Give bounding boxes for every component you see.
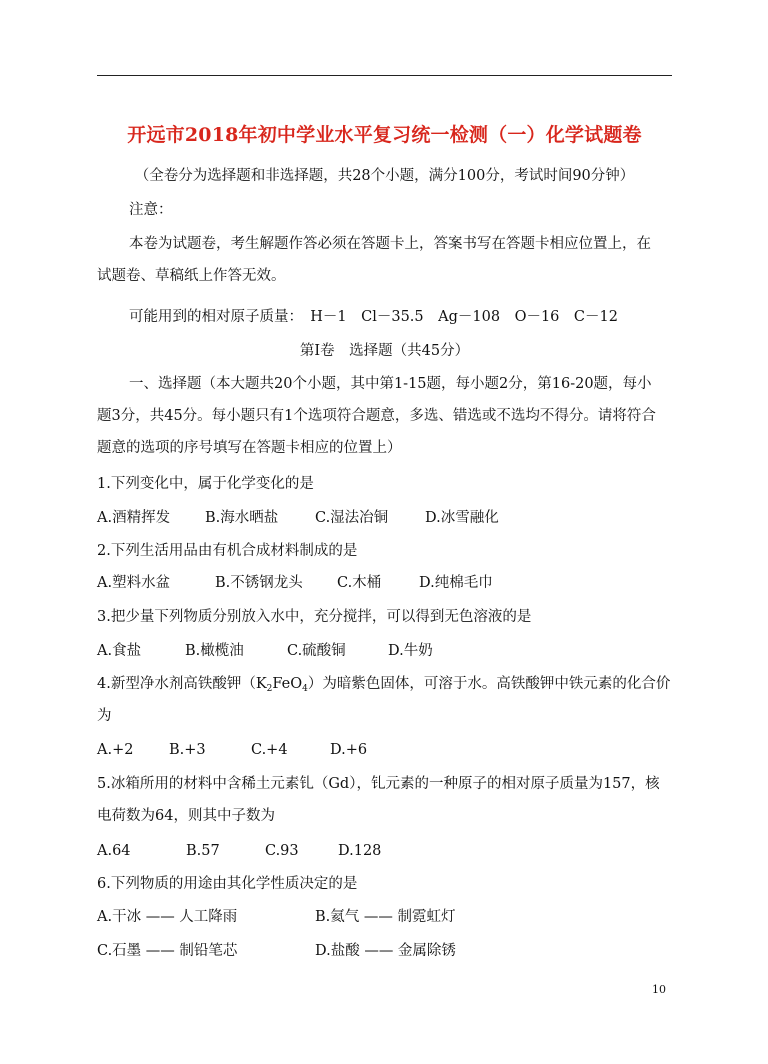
notice-line: 本卷为试题卷，考生解题作答必须在答题卡上，答案书写在答题卡相应位置上，在 bbox=[129, 236, 651, 252]
page-title: 开远市2018年初中学业水平复习统一检测（一）化学试题卷 bbox=[127, 124, 642, 146]
question-stem: 2.下列生活用品由有机合成材料制成的是 bbox=[97, 543, 358, 559]
option-d: D.纯棉毛巾 bbox=[419, 575, 493, 591]
option-b: B.海水晒盐 bbox=[205, 510, 279, 526]
option-a: A.+2 bbox=[97, 742, 134, 758]
option-b: B.氦气 —— 制霓虹灯 bbox=[315, 909, 456, 925]
instructions-line: 题意的选项的序号填写在答题卡相应的位置上） bbox=[97, 440, 402, 456]
option-b: B.57 bbox=[186, 843, 220, 859]
header-rule bbox=[97, 75, 672, 76]
option-d: D.128 bbox=[338, 843, 382, 859]
instructions-line: 一、选择题（本大题共20个小题，其中第1-15题，每小题2分，第16-20题，每小 bbox=[129, 376, 652, 392]
question-stem: 5.冰箱所用的材料中含稀土元素钆（Gd），钆元素的一种原子的相对原子质量为157，核 bbox=[97, 776, 660, 792]
instructions-line: 题3分，共45分。每小题只有1个选项符合题意，多选、错选或不选均不得分。请将符合 bbox=[97, 408, 656, 424]
notice-line: 试题卷、草稿纸上作答无效。 bbox=[97, 268, 286, 284]
question-stem: 3.把少量下列物质分别放入水中，充分搅拌，可以得到无色溶液的是 bbox=[97, 609, 532, 625]
section-title: 第Ⅰ卷 选择题（共45分） bbox=[299, 343, 470, 359]
atomic-masses: 可能用到的相对原子质量： H－1 Cl－35.5 Ag－108 O－16 C－12 bbox=[129, 309, 618, 325]
option-c: C.湿法冶铜 bbox=[315, 510, 389, 526]
option-d: D.+6 bbox=[330, 742, 368, 758]
option-d: D.牛奶 bbox=[388, 643, 433, 659]
option-c: C.石墨 —— 制铅笔芯 bbox=[97, 943, 238, 959]
option-b: B.不锈钢龙头 bbox=[215, 575, 303, 591]
option-c: C.硫酸铜 bbox=[287, 643, 346, 659]
option-a: A.食盐 bbox=[97, 643, 142, 659]
option-b: B.+3 bbox=[169, 742, 206, 758]
question-stem: 4.新型净水剂高铁酸钾$(K_2FeO_4)$为暗紫色固体，可溶于水。高铁酸钾中铁元素的化合价 bbox=[97, 676, 671, 694]
question-stem: 6.下列物质的用途由其化学性质决定的是 bbox=[97, 876, 358, 892]
option-d: D.盐酸 —— 金属除锈 bbox=[315, 943, 456, 959]
option-a: A.干冰 —— 人工降雨 bbox=[97, 909, 238, 925]
question-stem-continuation: 电荷数为64，则其中子数为 bbox=[97, 808, 275, 824]
question-stem-continuation: 为 bbox=[97, 708, 112, 724]
option-a: A.塑料水盆 bbox=[97, 575, 171, 591]
option-a: A.64 bbox=[97, 843, 131, 859]
option-a: A.酒精挥发 bbox=[97, 510, 171, 526]
page-number: 10 bbox=[652, 983, 666, 996]
option-b: B.橄榄油 bbox=[185, 643, 244, 659]
exam-subtitle: （全卷分为选择题和非选择题，共28个小题，满分100分，考试时间90分钟） bbox=[134, 168, 635, 184]
option-d: D.冰雪融化 bbox=[425, 510, 499, 526]
option-c: C.+4 bbox=[251, 742, 288, 758]
notice-label: 注意： bbox=[129, 202, 173, 218]
question-stem: 1.下列变化中，属于化学变化的是 bbox=[97, 476, 314, 492]
option-c: C.木桶 bbox=[337, 575, 382, 591]
option-c: C.93 bbox=[265, 843, 299, 859]
